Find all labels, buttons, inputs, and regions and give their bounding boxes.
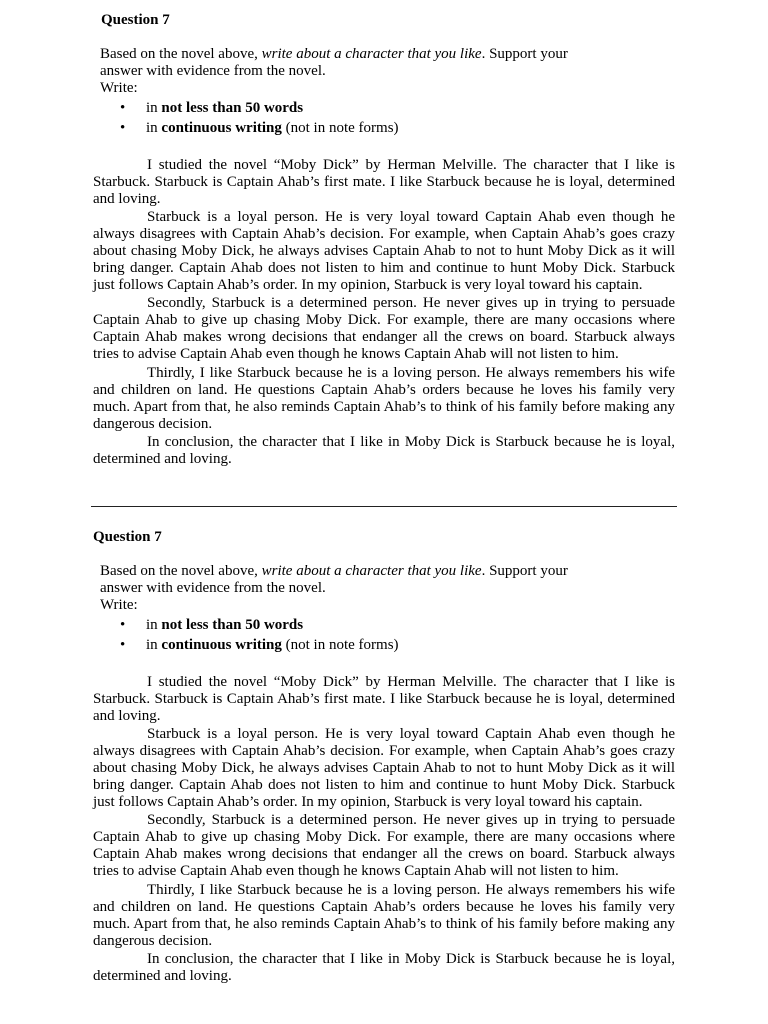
question-prompt	[100, 46, 620, 97]
bullet-icon: •	[120, 617, 126, 633]
prompt-after-italic: . Support your	[481, 46, 568, 62]
prompt-line-3: Write:	[100, 597, 138, 613]
essay-paragraph: Starbuck is a loyal person. He is very loyal toward Captain Ahab even though he always disagrees with Captain Ahab’s decision. For example, when Captain Ahab’s goes crazy about chasing Moby Dick, he always advises Captain Ahab to not to hunt Moby Dick as it will bring danger. Captain Ahab does not listen to him and continue to hunt Moby Dick. Starbuck just follows Captain Ahab’s order. In my opinion, Starbuck is very loyal toward his captain.	[93, 726, 675, 811]
prompt-italic: write about a character that you like	[261, 46, 482, 62]
prompt-line-1	[100, 563, 620, 580]
requirement-item: • in not less than 50 words	[120, 100, 304, 116]
question-title: Question 7	[101, 12, 170, 28]
prompt-line-1	[100, 46, 620, 63]
prompt-line-2: answer with evidence from the novel.	[100, 63, 326, 79]
section-divider	[91, 506, 677, 507]
bullet-icon: •	[120, 120, 126, 136]
bullet-icon: •	[120, 637, 126, 653]
essay-paragraph: Secondly, Starbuck is a determined person. He never gives up in trying to persuade Captain Ahab to give up chasing Moby Dick. For example, there are many occasions where Captain Ahab makes wrong decisions that endanger all the crews on board. Starbuck always tries to advise Captain Ahab even though he knows Captain Ahab will not listen to him.	[93, 812, 675, 880]
bullet-icon: •	[120, 100, 126, 116]
prompt-line-3: Write:	[100, 80, 138, 96]
requirement-item: • in continuous writing (not in note forms)	[120, 637, 399, 653]
question-title: Question 7	[93, 529, 162, 545]
prompt-after-italic: . Support your	[481, 563, 568, 579]
requirement-item: • in not less than 50 words	[120, 617, 304, 633]
requirements-list	[100, 615, 399, 655]
essay-answer	[93, 157, 675, 469]
essay-paragraph: I studied the novel “Moby Dick” by Herman Melville. The character that I like is Starbuck. Starbuck is Captain Ahab’s first mate. I like Starbuck because he is loyal, determined and loving.	[93, 674, 675, 724]
prompt-line-2: answer with evidence from the novel.	[100, 580, 326, 596]
question-prompt	[100, 563, 620, 614]
essay-answer	[93, 674, 675, 986]
prompt-lead: Based on the novel above,	[100, 46, 262, 62]
requirements-list	[100, 98, 399, 138]
prompt-lead: Based on the novel above,	[100, 563, 262, 579]
prompt-italic: write about a character that you like	[261, 563, 482, 579]
essay-paragraph: Starbuck is a loyal person. He is very loyal toward Captain Ahab even though he always disagrees with Captain Ahab’s decision. For example, when Captain Ahab’s goes crazy about chasing Moby Dick, he always advises Captain Ahab to not to hunt Moby Dick as it will bring danger. Captain Ahab does not listen to him and continue to hunt Moby Dick. Starbuck just follows Captain Ahab’s order. In my opinion, Starbuck is very loyal toward his captain.	[93, 209, 675, 294]
essay-paragraph: Thirdly, I like Starbuck because he is a loving person. He always remembers his wife and children on land. He questions Captain Ahab’s orders because he loves his family very much. Apart from that, he also reminds Captain Ahab’s to think of his family before making any dangerous decision.	[93, 364, 675, 432]
essay-paragraph: Thirdly, I like Starbuck because he is a loving person. He always remembers his wife and children on land. He questions Captain Ahab’s orders because he loves his family very much. Apart from that, he also reminds Captain Ahab’s to think of his family before making any dangerous decision.	[93, 881, 675, 949]
essay-paragraph: Secondly, Starbuck is a determined person. He never gives up in trying to persuade Captain Ahab to give up chasing Moby Dick. For example, there are many occasions where Captain Ahab makes wrong decisions that endanger all the crews on board. Starbuck always tries to advise Captain Ahab even though he knows Captain Ahab will not listen to him.	[93, 295, 675, 363]
essay-paragraph: In conclusion, the character that I like in Moby Dick is Starbuck because he is loyal, determined and loving.	[93, 950, 675, 984]
requirement-item: • in continuous writing (not in note forms)	[120, 120, 399, 136]
essay-paragraph: In conclusion, the character that I like in Moby Dick is Starbuck because he is loyal, determined and loving.	[93, 433, 675, 467]
essay-paragraph: I studied the novel “Moby Dick” by Herman Melville. The character that I like is Starbuck. Starbuck is Captain Ahab’s first mate. I like Starbuck because he is loyal, determined and loving.	[93, 157, 675, 207]
